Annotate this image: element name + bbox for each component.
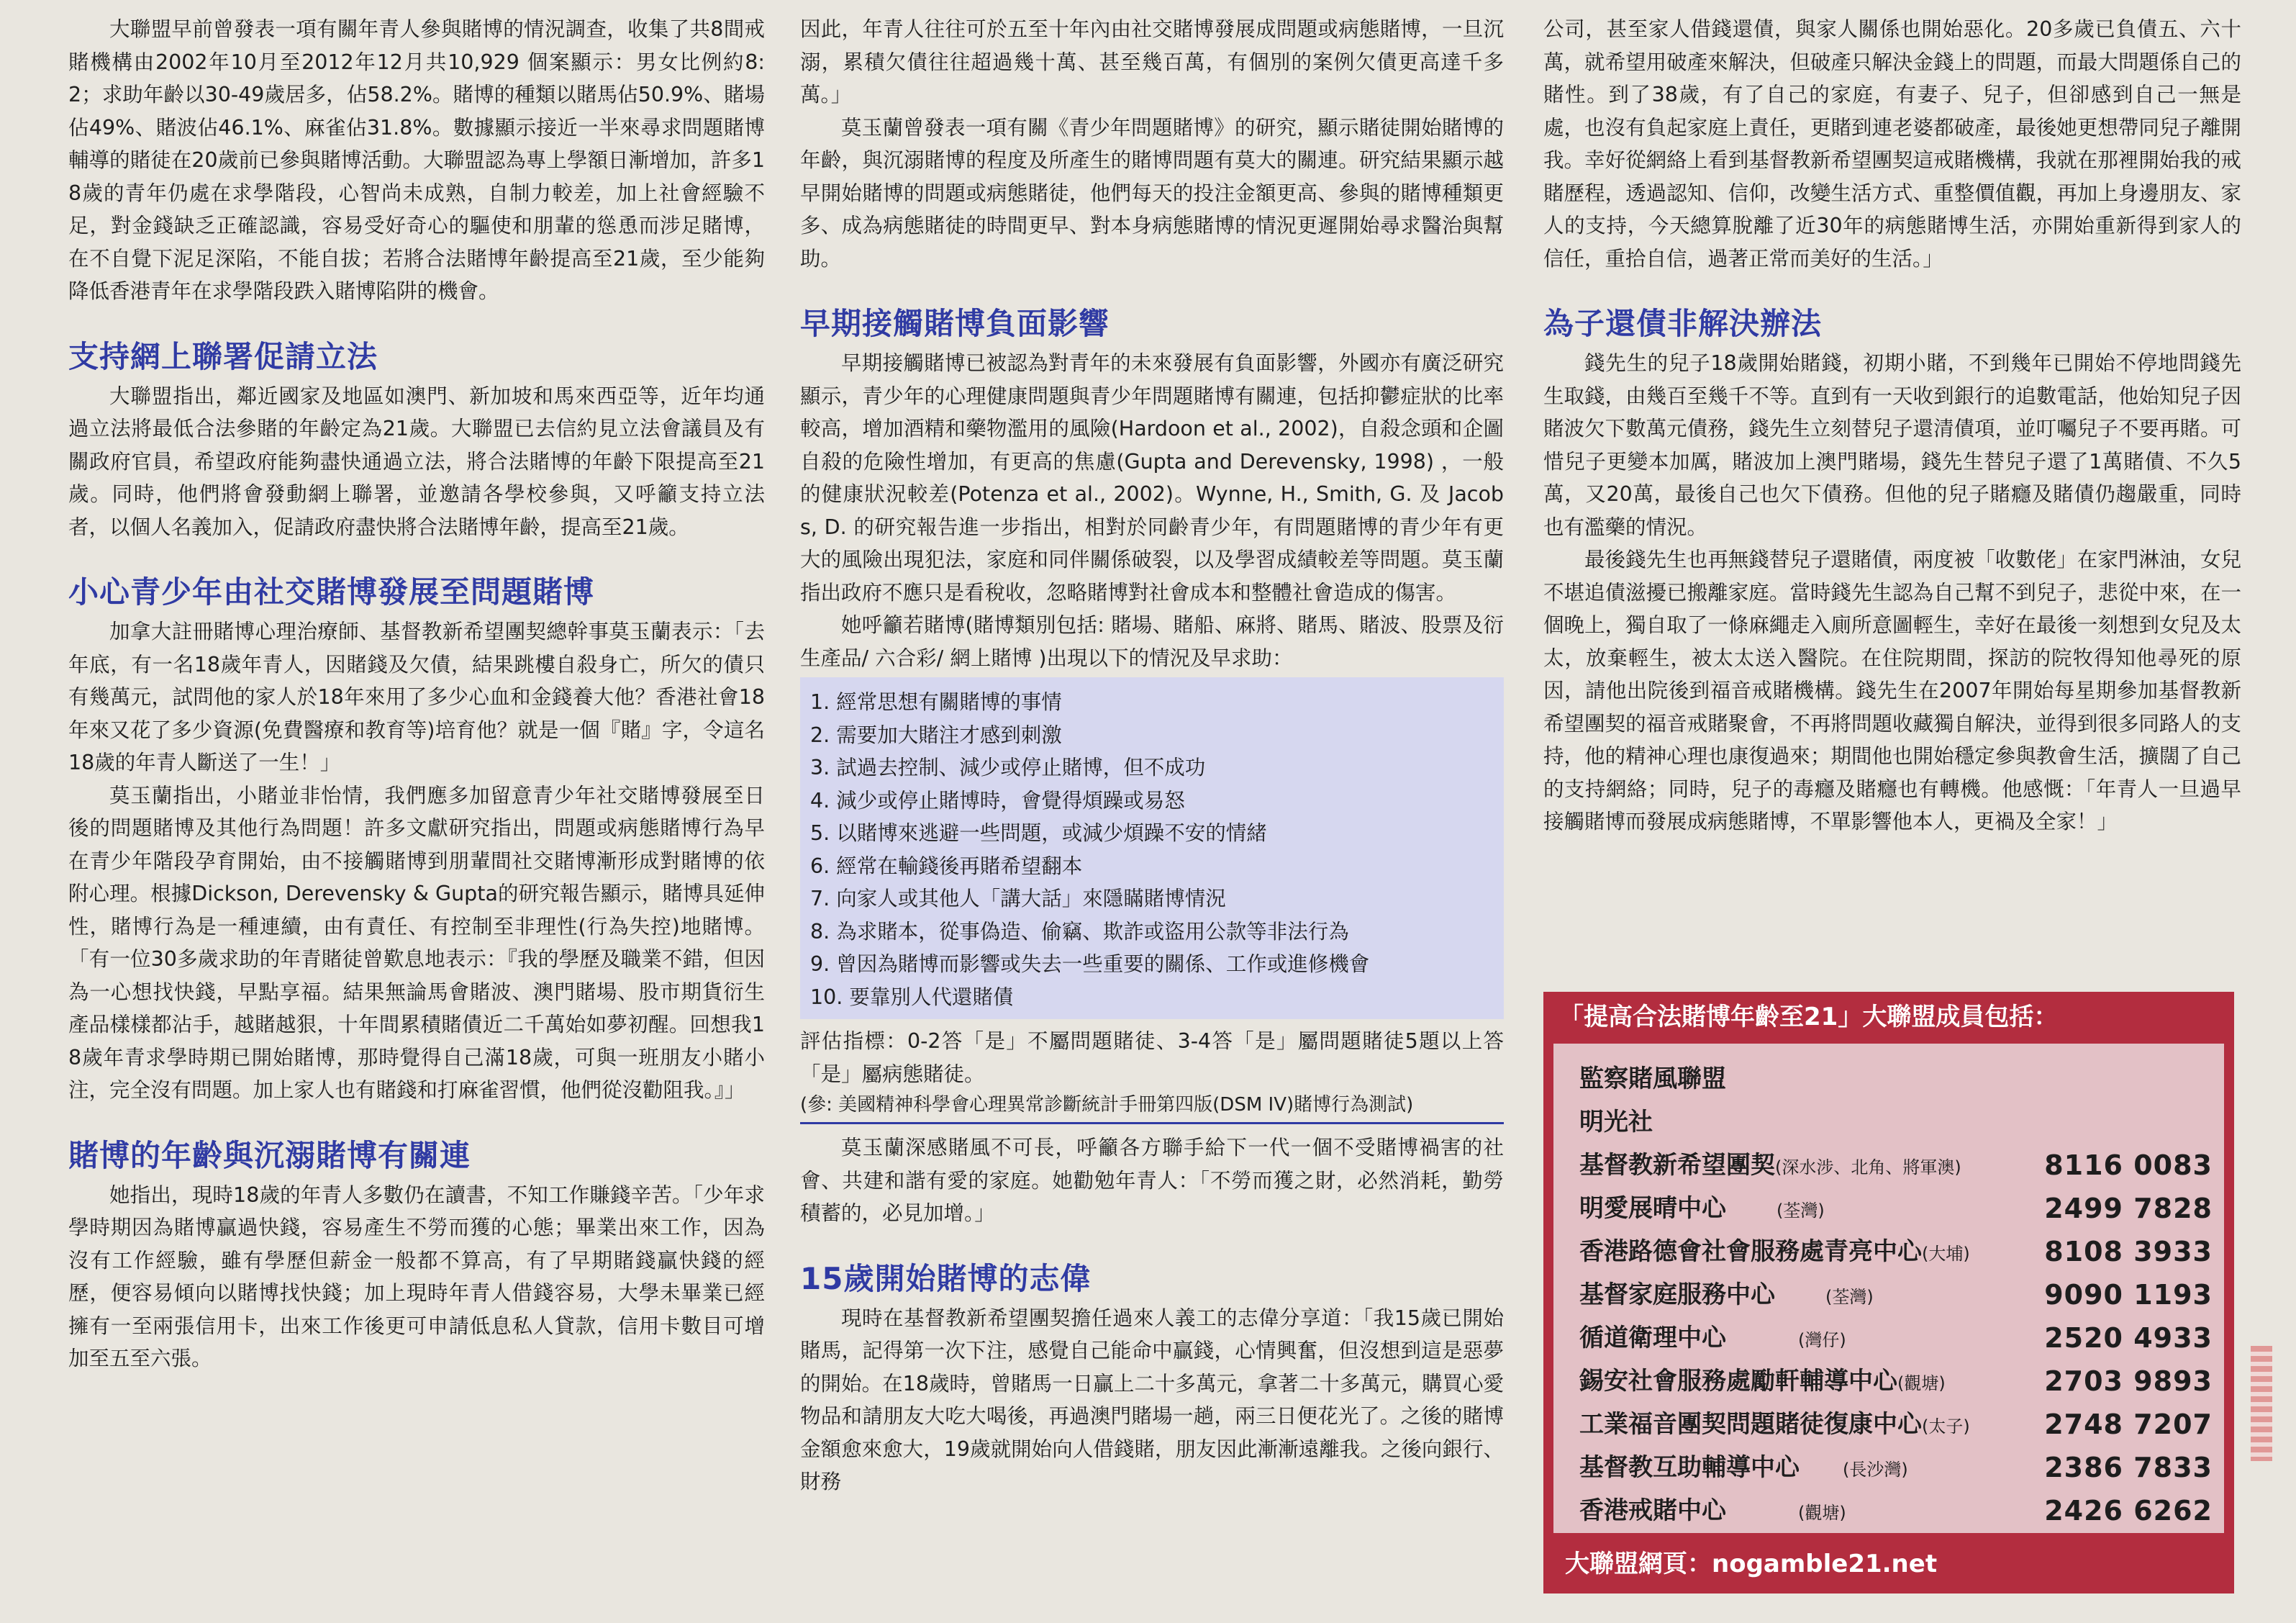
legislation-paragraph: 大聯盟指出，鄰近國家及地區如澳門、新加坡和馬來西亞等，近年均通過立法將最低合法參賭的年齡定為21歲。大聯盟已去信約見立法會議員及有關政府官員，希望政府能夠盡快通過立法，將合法賭博的年齡下限提高至21歲。同時，他們將會發動網上聯署，並邀請各學校參與，又呼籲支持立法者，以個人名義加入，促請政府盡快將合法賭博年齡，提高至21歲。: [68, 384, 765, 539]
member-row: [1579, 1231, 2213, 1272]
early-exposure-paragraph: 早期接觸賭博已被認為對青年的未來發展有負面影響，外國亦有廣泛研究顯示，青少年的心理健康問題與青少年問題賭博有關連，包括抑鬱症狀的比率較高，增加酒精和藥物濫用的風險(Hardoon et al., 2002)，自殺念頭和企圖自殺的危險性增加，有更高的焦慮(Gupta and Derevensky, 1998) ，一般的健康狀況較差(Potenza et al., 2002)。Wynne, H., Smith, G. 及 Jacobs, D. 的研究報告進一步指出，相對於同齡青少年，有問題賭博的青少年有更大的風險出現犯法，家庭和同伴關係破裂，以及學習成績較差等問題。莫玉蘭指出政府不應只是看稅收，忽略賭博對社會成本和整體社會造成的傷害。: [800, 351, 1504, 605]
member-district: (深水涉、北角、將軍澳): [1775, 1157, 1961, 1177]
member-phone: 2520 4933: [2044, 1322, 2213, 1354]
checklist-item: 4. 減少或停止賭博時，會覺得煩躁或易怒: [810, 788, 1185, 813]
checklist-item: 1. 經常思想有關賭博的事情: [810, 690, 1062, 714]
member-row: [1579, 1490, 2213, 1532]
member-row: [1579, 1360, 2213, 1402]
checklist-item: 9. 曾因為賭博而影響或失去一些重要的關係、工作或進修機會: [810, 952, 1370, 976]
member-district: (荃灣): [1777, 1201, 1825, 1221]
checklist-item: 10. 要靠別人代還賭債: [810, 985, 1014, 1009]
alliance-members-box: [1543, 992, 2234, 1593]
member-district: (觀塘): [1798, 1503, 1846, 1523]
seek-help-paragraph: 她呼籲若賭博(賭博類別包括: 賭場、賭船、麻將、賭馬、賭波、股票及衍生產品/ 六合彩/ 網上賭博 )出現以下的情況及早求助：: [800, 613, 1504, 670]
member-phone: 9090 1193: [2044, 1279, 2213, 1311]
member-name: 工業福音團契問題賭徒復康中心: [1579, 1410, 1922, 1439]
member-name: 基督教新希望團契: [1579, 1151, 1775, 1180]
alliance-box-title: 「提高合法賭博年齡至21」大聯盟成員包括：: [1559, 1003, 2059, 1031]
member-name: 循道衛理中心: [1579, 1324, 1726, 1352]
column-1: [68, 13, 765, 1375]
member-row: [1579, 1058, 2213, 1100]
member-phone: 2499 7828: [2044, 1193, 2213, 1224]
member-phone: 2386 7833: [2044, 1452, 2213, 1483]
member-row: [1579, 1101, 2213, 1143]
member-row: [1579, 1188, 2213, 1229]
assessment-paragraph: 評估指標：0-2答「是」不屬問題賭徒、3-4答「是」屬問題賭徒5題以上答「是」屬病態賭徒。: [800, 1029, 1504, 1086]
chi-wai-paragraph: 現時在基督教新希望團契擔任過來人義工的志偉分享道：「我15歲已開始賭馬，記得第一次下注，感覺自己能命中贏錢，心情興奮，但沒想到這是惡夢的開始。在18歲時，曾賭馬一日贏上二十多萬元，拿著二十多萬元，購買心愛物品和請朋友大吃大喝後，再過澳門賭場一趟，兩三日便花光了。之後的賭博金額愈來愈大，19歲就開始向人借錢賭，朋友因此漸漸遠離我。之後向銀行、財務: [800, 1306, 1504, 1493]
member-name: 基督教互助輔導中心: [1579, 1453, 1800, 1482]
intro-paragraph: 大聯盟早前曾發表一項有關年青人參與賭博的情況調查，收集了共8間戒賭機構由2002年10月至2012年12月共10,929 個案顯示：男女比例約8:2；求助年齡以30-49歲居多，佔58.2%。賭博的種類以賭馬佔50.9%、賭場佔49%、賭波佔46.1%、麻雀佔31.8%。數據顯示接近一半來尋求問題賭博輔導的賭徒在20歲前已參與賭博活動。大聯盟認為專上學額日漸增加，許多18歲的青年仍處在求學階段，心智尚未成熟，自制力較差，加上社會經驗不足，對金錢缺乏正確認識，容易受好奇心的驅使和朋輩的慫恿而涉足賭博，在不自覺下泥足深陷，不能自拔；若將合法賭博年齡提高至21歲，至少能夠降低香港青年在求學階段跌入賭博陷阱的機會。: [68, 17, 765, 303]
member-district: (灣仔): [1798, 1330, 1846, 1350]
member-row: [1579, 1144, 2213, 1186]
member-name: 香港戒賭中心: [1579, 1496, 1726, 1525]
checklist-item: 6. 經常在輸錢後再賭希望翻本: [810, 854, 1083, 878]
member-phone: 2703 9893: [2044, 1365, 2213, 1397]
column-2: [800, 13, 1504, 1498]
member-name: 香港路德會社會服務處青亮中心: [1579, 1237, 1922, 1266]
chi-wai-continued-paragraph: 公司，甚至家人借錢還債，與家人關係也開始惡化。20多歲已負債五、六十萬，就希望用破產來解決，但破產只解決金錢上的問題，而最大問題係自己的賭性。到了38歲，有了自己的家庭，有妻子、兒子，但卻感到自己一無是處，也沒有負起家庭上責任，更賭到連老婆都破產，最後她更想帶同兒子離開我。幸好從網絡上看到基督教新希望團契這戒賭機構，我就在那裡開始我的戒賭歷程，透過認知、信仰，改變生活方式、重整價值觀，再加上身邊朋友、家人的支持，今天總算脫離了近30年的病態賭博生活，亦開始重新得到家人的信任，重拾自信，過著正常而美好的生活。」: [1543, 17, 2241, 271]
member-row: [1579, 1447, 2213, 1488]
checklist-item: 8. 為求賭本，從事偽造、偷竊、欺詐或盜用公款等非法行為: [810, 919, 1349, 944]
member-name: 監察賭風聯盟: [1579, 1064, 1726, 1093]
member-name: 明愛展晴中心: [1579, 1194, 1726, 1223]
member-phone: 2748 7207: [2044, 1409, 2213, 1440]
heading-legislation: 支持網上聯署促請立法: [68, 338, 378, 374]
member-district: (觀塘): [1897, 1373, 1946, 1393]
checklist-item: 5. 以賭博來逃避一些問題，或減少煩躁不安的情緒: [810, 821, 1267, 845]
heading-chi-wai: 15歲開始賭博的志偉: [800, 1260, 1092, 1296]
alliance-website: 大聯盟網頁：nogamble21.net: [1565, 1550, 1938, 1578]
member-row: [1579, 1317, 2213, 1359]
member-district: (太子): [1922, 1416, 1970, 1437]
member-district: (長沙灣): [1843, 1460, 1908, 1480]
reference-note: (參: 美國精神科學會心理異常診斷統計手冊第四版(DSM IV)賭博行為測試): [800, 1090, 1504, 1124]
warning-checklist: [800, 677, 1504, 1019]
member-name: 基督家庭服務中心: [1579, 1280, 1775, 1309]
checklist-item: 2. 需要加大賭注才感到刺激: [810, 723, 1062, 747]
alliance-members-list: [1553, 1044, 2224, 1533]
research-paragraph: 莫玉蘭曾發表一項有關《青少年問題賭博》的研究，顯示賭徒開始賭博的年齡，與沉溺賭博的程度及所產生的賭博問題有莫大的關連。研究結果顯示越早開始賭博的問題或病態賭徒，他們每天的投注金額更高、參與的賭博種類更多、成為病態賭徒的時間更早、對本身病態賭博的情況更遲開始尋求醫治與幫助。: [800, 115, 1504, 271]
heading-age-addiction: 賭博的年齡與沉溺賭博有關連: [68, 1137, 471, 1173]
member-row: [1579, 1274, 2213, 1316]
age-addiction-paragraph: 她指出，現時18歲的年青人多數仍在讀書，不知工作賺錢辛苦。「少年求學時期因為賭博贏過快錢，容易產生不勞而獲的心態；畢業出來工作，因為沒有工作經驗，雖有學歷但薪金一般都不算高，有了早期賭錢贏快錢的經歷，便容易傾向以賭博找快錢；加上現時年青人借錢容易，大學未畢業已經擁有一至兩張信用卡，出來工作後更可申請低息私人貸款，信用卡數目可增加至五至六張。: [68, 1183, 765, 1370]
continued-paragraph: 因此，年青人往往可於五至十年內由社交賭博發展成問題或病態賭博，一旦沉溺，累積欠債往往超過幾十萬、甚至幾百萬，有個別的案例欠債更高達千多萬。」: [800, 17, 1504, 107]
repay-debt-paragraph-1: 錢先生的兒子18歲開始賭錢，初期小賭，不到幾年已開始不停地問錢先生取錢，由幾百至幾千不等。直到有一天收到銀行的追數電話，他始知兒子因賭波欠下數萬元債務，錢先生立刻替兒子還清債項，並叮囑兒子不要再賭。可惜兒子更變本加厲，賭波加上澳門賭場，錢先生替兒子還了1萬賭債、不久5萬，又20萬，最後自己也欠下債務。但他的兒子賭癮及賭債仍趨嚴重，同時也有濫藥的情況。: [1543, 351, 2241, 539]
checklist-item: 7. 向家人或其他人「講大話」來隱瞞賭博情況: [810, 887, 1226, 910]
repay-debt-paragraph-2: 最後錢先生也再無錢替兒子還賭債，兩度被「收數佬」在家門淋油，女兒不堪追債滋擾已搬離家庭。當時錢先生認為自己幫不到兒子，悲從中來，在一個晚上，獨自取了一條麻繩走入廁所意圖輕生，幸好在最後一刻想到女兒及太太，放棄輕生，被太太送入醫院。在住院期間，探訪的院牧得知他尋死的原因，請他出院後到福音戒賭機構。錢先生在2007年開始每星期參加基督教新希望團契的福音戒賭聚會，不再將問題收藏獨自解決，並得到很多同路人的支持，他的精神心理也康復過來；期間他也開始穩定參與教會生活，擴闊了自己的支持網絡；同時，兒子的毒癮及賭癮也有轉機。他感慨：「年青人一旦過早接觸賭博而發展成病態賭博，不單影響他本人，更禍及全家！」: [1543, 548, 2241, 833]
member-row: [1579, 1403, 2213, 1445]
heading-social-gambling: 小心青少年由社交賭博發展至問題賭博: [68, 574, 595, 610]
heading-repay-debt: 為子還債非解決辦法: [1543, 306, 1823, 341]
member-district: (大埔): [1922, 1244, 1970, 1264]
member-district: (荃灣): [1825, 1287, 1874, 1307]
page-edge-marker: [2251, 1346, 2272, 1461]
member-name: 錫安社會服務處勵軒輔導中心: [1579, 1367, 1897, 1396]
member-phone: 2426 6262: [2044, 1495, 2213, 1527]
member-phone: 8108 3933: [2044, 1236, 2213, 1267]
social-gambling-paragraph-1: 加拿大註冊賭博心理治療師、基督教新希望團契總幹事莫玉蘭表示：「去年底，有一名18歲年青人，因賭錢及欠債，結果跳樓自殺身亡，所欠的債只有幾萬元，試問他的家人於18年來用了多少心血和金錢養大他？香港社會18年來又花了多少資源(免費醫療和教育等)培育他？就是一個『賭』字，令這名18歲的年青人斷送了一生！」: [68, 620, 765, 774]
heading-early-exposure: 早期接觸賭博負面影響: [800, 306, 1110, 341]
member-name: 明光社: [1579, 1108, 1653, 1136]
social-gambling-paragraph-2: 莫玉蘭指出，小賭並非怡情，我們應多加留意青少年社交賭博發展至日後的問題賭博及其他行為問題！許多文獻研究指出，問題或病態賭博行為早在青少年階段孕育開始，由不接觸賭博到朋輩間社交賭博漸形成對賭博的依附心理。根據Dickson, Derevensky & Gupta的研究報告顯示，賭博具延伸性，賭博行為是一種連續，由有責任、有控制至非理性(行為失控)地賭博。「有一位30多歲求助的年青賭徒曾歎息地表示：『我的學歷及職業不錯，但因為一心想找快錢，早點享福。結果無論馬會賭波、澳門賭場、股市期貨衍生產品樣樣都沾手，越賭越狠，十年間累積賭債近二千萬始如夢初醒。回想我18歲年青求學時期已開始賭博，那時覺得自己滿18歲，可與一班朋友小賭小注，完全沒有問題。加上家人也有賭錢和打麻雀習慣，他們從沒勸阻我。』」: [68, 783, 765, 1102]
column-3: [1543, 13, 2241, 838]
checklist-item: 3. 試過去控制、減少或停止賭博，但不成功: [810, 756, 1206, 779]
appeal-paragraph: 莫玉蘭深感賭風不可長，呼籲各方聯手給下一代一個不受賭博禍害的社會、共建和諧有愛的家庭。她勸勉年青人：「不勞而獲之財，必然消耗，勤勞積蓄的，必見加增。」: [800, 1136, 1504, 1225]
member-phone: 8116 0083: [2044, 1149, 2213, 1181]
